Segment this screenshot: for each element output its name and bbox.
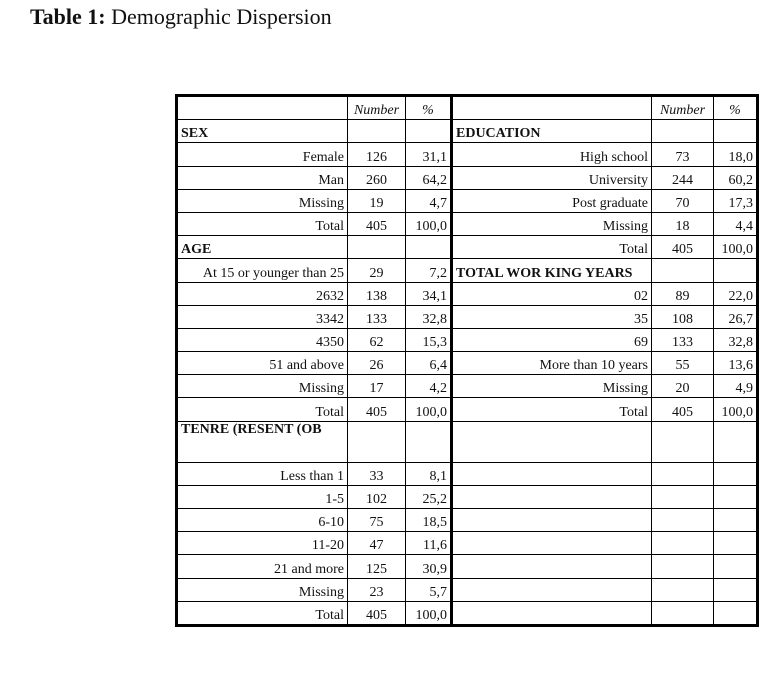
column-header-percent: %: [714, 96, 758, 120]
row-label: 21 and more: [177, 555, 348, 578]
row-label: Missing: [452, 375, 652, 398]
table-row: [177, 578, 758, 601]
table-caption: [30, 4, 332, 30]
row-number: 62: [348, 328, 406, 351]
table-row: [177, 601, 758, 625]
row-number: 138: [348, 282, 406, 305]
row-label: 69: [452, 328, 652, 351]
table-row: [177, 375, 758, 398]
table-cell: [652, 421, 714, 462]
row-percent: 30,9: [406, 555, 452, 578]
table-row: [177, 485, 758, 508]
table-cell: [714, 259, 758, 282]
row-number: 17: [348, 375, 406, 398]
table-cell: [714, 578, 758, 601]
column-header-percent: %: [406, 96, 452, 120]
row-number: 405: [652, 398, 714, 421]
table-cell: [348, 421, 406, 462]
row-number: 75: [348, 509, 406, 532]
row-number: 405: [652, 236, 714, 259]
row-percent: 22,0: [714, 282, 758, 305]
table-row: [177, 398, 758, 421]
row-label: 3342: [177, 305, 348, 328]
table-cell: [714, 509, 758, 532]
table-row: [177, 143, 758, 166]
row-percent: 64,2: [406, 166, 452, 189]
table-row: [177, 189, 758, 212]
row-label: Total: [452, 398, 652, 421]
row-percent: 4,9: [714, 375, 758, 398]
row-number: 405: [348, 601, 406, 625]
table-cell: [452, 485, 652, 508]
table-cell: [406, 421, 452, 462]
row-label: Total: [177, 398, 348, 421]
table-cell: [652, 601, 714, 625]
row-number: 19: [348, 189, 406, 212]
row-number: 73: [652, 143, 714, 166]
row-number: 20: [652, 375, 714, 398]
table-row: [177, 96, 758, 120]
row-percent: 34,1: [406, 282, 452, 305]
table-cell: [452, 462, 652, 485]
row-percent: 4,2: [406, 375, 452, 398]
table-cell: [452, 601, 652, 625]
table-cell: [714, 462, 758, 485]
table-row: [177, 259, 758, 282]
row-number: 18: [652, 212, 714, 235]
table-cell: [652, 532, 714, 555]
table-row: [177, 462, 758, 485]
row-number: 126: [348, 143, 406, 166]
row-percent: 15,3: [406, 328, 452, 351]
row-label: Missing: [177, 578, 348, 601]
row-percent: 17,3: [714, 189, 758, 212]
row-label: University: [452, 166, 652, 189]
row-percent: 4,7: [406, 189, 452, 212]
table-cell: [652, 259, 714, 282]
row-percent: 4,4: [714, 212, 758, 235]
table-row: [177, 352, 758, 375]
row-label: Female: [177, 143, 348, 166]
table-cell: [714, 485, 758, 508]
table-cell: [714, 421, 758, 462]
row-number: 23: [348, 578, 406, 601]
table-row: [177, 212, 758, 235]
row-label: 35: [452, 305, 652, 328]
table-cell: [714, 532, 758, 555]
row-label: At 15 or younger than 25: [177, 259, 348, 282]
table-row: [177, 282, 758, 305]
table-cell: [177, 96, 348, 120]
table-row: [177, 120, 758, 143]
row-percent: 100,0: [406, 601, 452, 625]
row-number: 405: [348, 212, 406, 235]
row-number: 26: [348, 352, 406, 375]
table-row: [177, 166, 758, 189]
table-cell: [452, 555, 652, 578]
table-cell: [714, 555, 758, 578]
caption-label: Table 1:: [30, 4, 106, 29]
table-cell: [652, 462, 714, 485]
table-cell: [652, 509, 714, 532]
row-number: 55: [652, 352, 714, 375]
row-percent: 6,4: [406, 352, 452, 375]
row-label: 02: [452, 282, 652, 305]
row-number: 133: [348, 305, 406, 328]
row-percent: 31,1: [406, 143, 452, 166]
table-cell: [452, 96, 652, 120]
table-row: [177, 509, 758, 532]
row-number: 70: [652, 189, 714, 212]
row-label: 11-20: [177, 532, 348, 555]
table-cell: [348, 236, 406, 259]
row-number: 89: [652, 282, 714, 305]
row-percent: 100,0: [406, 212, 452, 235]
row-label: High school: [452, 143, 652, 166]
row-percent: 100,0: [714, 398, 758, 421]
table-cell: [452, 578, 652, 601]
section-title-sex: SEX: [177, 120, 348, 143]
table-row: [177, 555, 758, 578]
row-percent: 100,0: [406, 398, 452, 421]
row-number: 244: [652, 166, 714, 189]
row-label: Post graduate: [452, 189, 652, 212]
table-row: [177, 236, 758, 259]
row-label: Less than 1: [177, 462, 348, 485]
row-label: 4350: [177, 328, 348, 351]
row-label: More than 10 years: [452, 352, 652, 375]
row-number: 260: [348, 166, 406, 189]
section-title-working-years: TOTAL WOR KING YEARS: [452, 259, 652, 282]
table-row: [177, 328, 758, 351]
table-cell: [652, 555, 714, 578]
table-row: [177, 532, 758, 555]
row-label: Total: [177, 212, 348, 235]
row-percent: 13,6: [714, 352, 758, 375]
row-percent: 26,7: [714, 305, 758, 328]
row-percent: 100,0: [714, 236, 758, 259]
row-label: 1-5: [177, 485, 348, 508]
row-label: Missing: [177, 189, 348, 212]
column-header-number: Number: [652, 96, 714, 120]
row-label: Man: [177, 166, 348, 189]
row-percent: 25,2: [406, 485, 452, 508]
table-cell: [348, 120, 406, 143]
row-percent: 5,7: [406, 578, 452, 601]
row-percent: 8,1: [406, 462, 452, 485]
row-label: 51 and above: [177, 352, 348, 375]
row-label: Missing: [177, 375, 348, 398]
row-label: Total: [452, 236, 652, 259]
section-title-tenure: TENRE (RESENT (OB: [177, 421, 348, 462]
row-percent: 18,5: [406, 509, 452, 532]
row-number: 29: [348, 259, 406, 282]
table-cell: [406, 236, 452, 259]
demographic-table: [175, 94, 759, 627]
table-cell: [452, 532, 652, 555]
table-cell: [652, 578, 714, 601]
row-percent: 11,6: [406, 532, 452, 555]
row-label: Missing: [452, 212, 652, 235]
row-label: 2632: [177, 282, 348, 305]
table-row: [177, 305, 758, 328]
table-cell: [652, 120, 714, 143]
row-number: 405: [348, 398, 406, 421]
section-title-education: EDUCATION: [452, 120, 652, 143]
row-percent: 7,2: [406, 259, 452, 282]
row-number: 125: [348, 555, 406, 578]
table-cell: [714, 120, 758, 143]
table-cell: [452, 421, 652, 462]
row-number: 33: [348, 462, 406, 485]
table-cell: [714, 601, 758, 625]
row-number: 47: [348, 532, 406, 555]
table-row: [177, 421, 758, 462]
row-number: 133: [652, 328, 714, 351]
caption-title: Demographic Dispersion: [111, 4, 332, 29]
row-percent: 18,0: [714, 143, 758, 166]
row-percent: 60,2: [714, 166, 758, 189]
table-cell: [452, 509, 652, 532]
column-header-number: Number: [348, 96, 406, 120]
row-number: 102: [348, 485, 406, 508]
row-percent: 32,8: [714, 328, 758, 351]
row-number: 108: [652, 305, 714, 328]
row-percent: 32,8: [406, 305, 452, 328]
row-label: Total: [177, 601, 348, 625]
table-cell: [406, 120, 452, 143]
row-label: 6-10: [177, 509, 348, 532]
section-title-age: AGE: [177, 236, 348, 259]
table-cell: [652, 485, 714, 508]
